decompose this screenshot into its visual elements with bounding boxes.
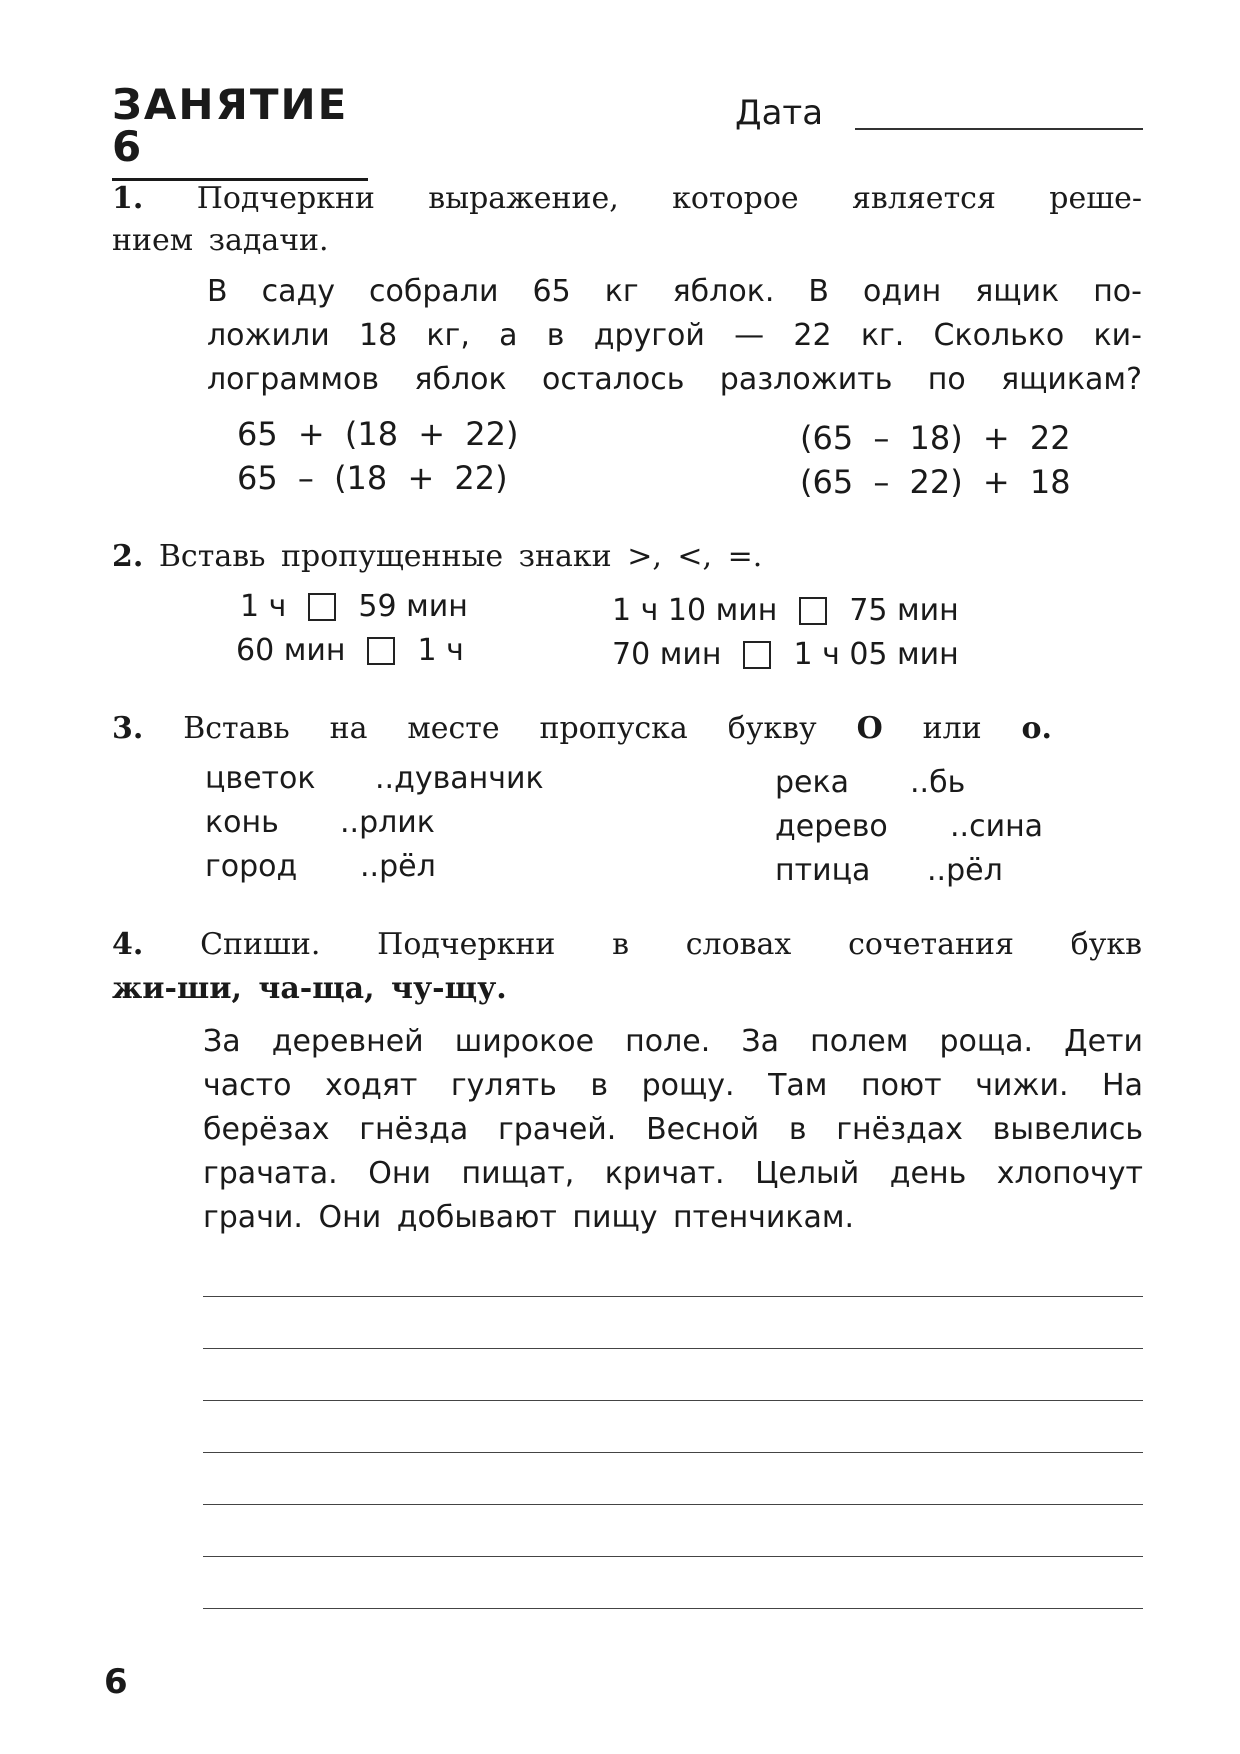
comparison-left: 60 мин bbox=[236, 633, 346, 668]
task1-heading-line1 bbox=[112, 178, 1142, 220]
task2-comparison bbox=[612, 593, 959, 628]
writing-line[interactable] bbox=[203, 1400, 1143, 1401]
task3-word: птица bbox=[775, 853, 871, 888]
task2-heading bbox=[112, 536, 1112, 578]
comparison-left: 70 мин bbox=[612, 637, 722, 672]
task3-word-blank[interactable]: ..рёл bbox=[360, 849, 436, 884]
task4-text-line: грачата. Они пищат, кричат. Целый день хлопочут bbox=[203, 1156, 1143, 1191]
writing-line[interactable] bbox=[203, 1452, 1143, 1453]
task4-heading-line1 bbox=[112, 924, 1142, 966]
writing-line[interactable] bbox=[203, 1608, 1143, 1609]
answer-box[interactable] bbox=[799, 597, 827, 625]
task3-word-blank[interactable]: ..рёл bbox=[927, 853, 1003, 888]
task3-number: 3. bbox=[112, 711, 144, 746]
task2-comparison bbox=[236, 633, 464, 668]
task1-problem-line: ложили 18 кг, а в другой — 22 кг. Сколько ки- bbox=[207, 318, 1142, 353]
answer-box[interactable] bbox=[308, 593, 336, 621]
task1-expression[interactable]: (65 – 22) + 18 bbox=[800, 463, 1071, 501]
page-number: 6 bbox=[104, 1662, 128, 1702]
task1-expression[interactable]: 65 + (18 + 22) bbox=[237, 415, 519, 453]
task1-heading-line2: нием задачи. bbox=[112, 223, 329, 258]
task2-number: 2. bbox=[112, 539, 144, 574]
task4-text-line: берёзах гнёзда грачей. Весной в гнёздах вывелись bbox=[203, 1112, 1143, 1147]
task3-word: река bbox=[775, 765, 850, 800]
answer-box[interactable] bbox=[367, 637, 395, 665]
task3-letter-upper: О bbox=[856, 711, 883, 746]
task1-problem bbox=[207, 270, 1142, 402]
task4-text-line: грачи. Они добывают пищу птенчикам. bbox=[203, 1200, 855, 1235]
task1-problem-line: В саду собрали 65 кг яблок. В один ящик по- bbox=[207, 274, 1142, 309]
task3-word-blank[interactable]: ..рлик bbox=[340, 805, 435, 840]
date-label: Дата bbox=[735, 93, 824, 133]
task3-heading-mid: или bbox=[922, 711, 982, 746]
task3-word: конь bbox=[205, 805, 279, 840]
task3-word-blank[interactable]: ..бь bbox=[910, 765, 966, 800]
task3-word-blank[interactable]: ..дуванчик bbox=[375, 761, 544, 796]
task3-heading bbox=[112, 708, 1052, 750]
task4-text bbox=[203, 1020, 1143, 1240]
writing-line[interactable] bbox=[203, 1504, 1143, 1505]
task1-heading-text: Подчеркни выражение, которое является реше- bbox=[196, 181, 1142, 216]
task1-problem-line: лограммов яблок осталось разложить по ящикам? bbox=[207, 362, 1142, 397]
task3-word: цветок bbox=[205, 761, 316, 796]
task3-heading-text: Вставь на месте пропуска букву bbox=[183, 711, 817, 746]
task4-text-line: За деревней широкое поле. За полем роща. Дети bbox=[203, 1024, 1143, 1059]
task2-comparison bbox=[612, 637, 959, 672]
answer-box[interactable] bbox=[743, 641, 771, 669]
task3-letter-lower: о. bbox=[1021, 711, 1052, 746]
task3-word-blank[interactable]: ..сина bbox=[950, 809, 1044, 844]
task3-word: город bbox=[205, 849, 298, 884]
task4-heading-line2: жи-ши, ча-ща, чу-щу. bbox=[112, 971, 507, 1006]
task3-word: дерево bbox=[775, 809, 888, 844]
task2-heading-text: Вставь пропущенные знаки >, <, =. bbox=[158, 539, 763, 574]
writing-line[interactable] bbox=[203, 1296, 1143, 1297]
task1-expression[interactable]: 65 – (18 + 22) bbox=[237, 459, 508, 497]
task4-text-line: часто ходят гулять в рощу. Там поют чижи. На bbox=[203, 1068, 1143, 1103]
comparison-right: 1 ч bbox=[417, 633, 464, 668]
comparison-right: 59 мин bbox=[358, 589, 468, 624]
task1-expression[interactable]: (65 – 18) + 22 bbox=[800, 419, 1071, 457]
lesson-title: ЗАНЯТИЕ 6 bbox=[112, 84, 368, 181]
task4-number: 4. bbox=[112, 927, 144, 962]
writing-line[interactable] bbox=[203, 1556, 1143, 1557]
comparison-right: 75 мин bbox=[849, 593, 959, 628]
task1-number: 1. bbox=[112, 181, 144, 216]
comparison-right: 1 ч 05 мин bbox=[793, 637, 959, 672]
comparison-left: 1 ч bbox=[240, 589, 287, 624]
task4-heading-text: Спиши. Подчеркни в словах сочетания букв bbox=[200, 927, 1142, 962]
comparison-left: 1 ч 10 мин bbox=[612, 593, 778, 628]
writing-line[interactable] bbox=[203, 1348, 1143, 1349]
task2-comparison bbox=[240, 589, 468, 624]
date-input-line[interactable] bbox=[855, 128, 1143, 130]
